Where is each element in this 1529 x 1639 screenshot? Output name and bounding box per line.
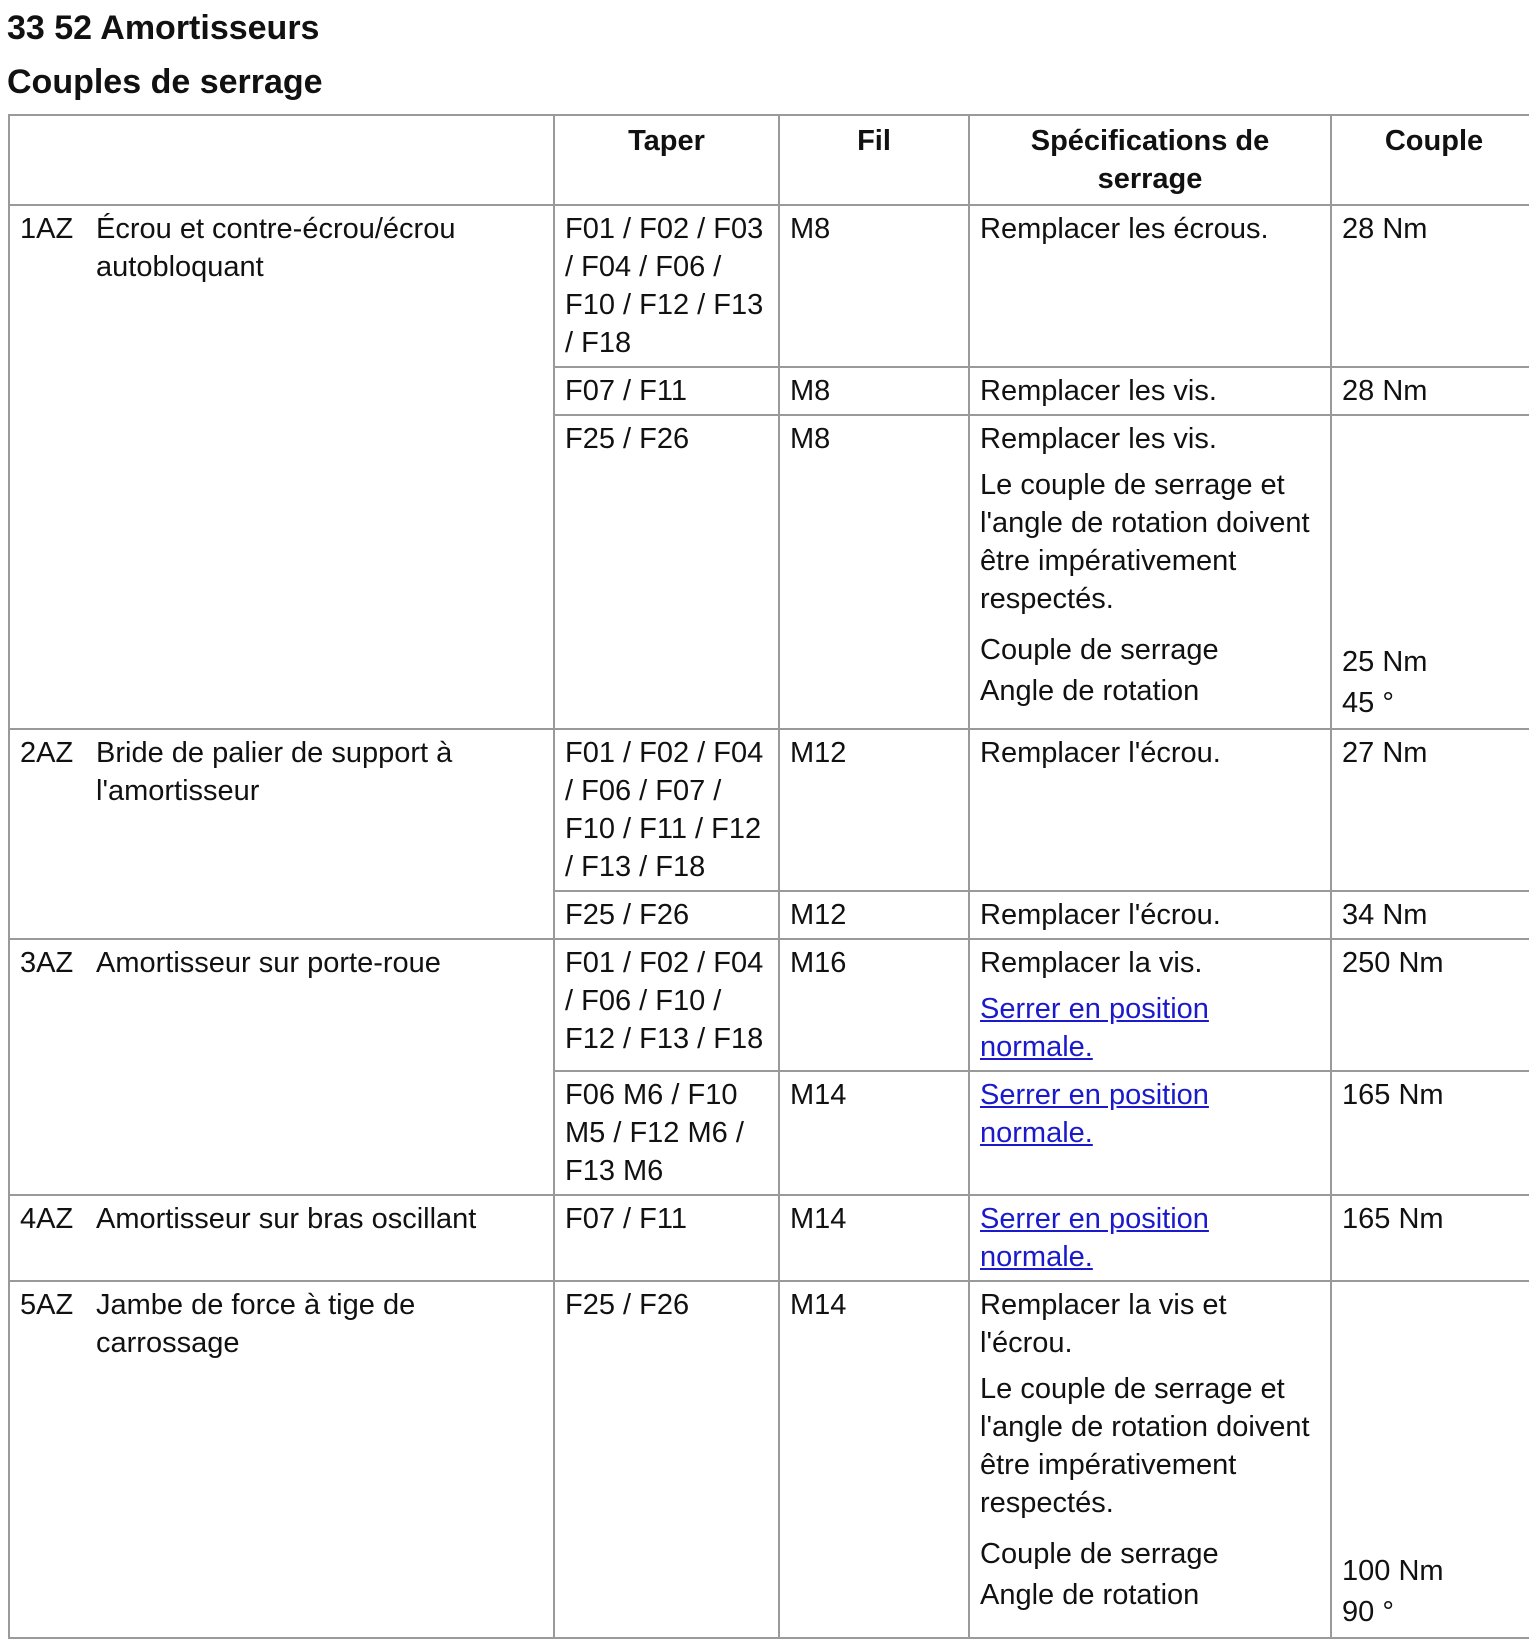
header-type: Taper (554, 115, 779, 205)
item-code: 1AZ (20, 213, 74, 245)
torque-cell: 28 Nm (1331, 367, 1529, 415)
torque-pair (1342, 1551, 1526, 1633)
table-row (9, 729, 1529, 891)
spec-pair (980, 1534, 1320, 1616)
spec-cell (969, 415, 1331, 729)
type-cell: F25 / F26 (554, 415, 779, 729)
spec-pair (980, 630, 1320, 712)
item-cell-3az (9, 939, 554, 1195)
item-code: 2AZ (20, 737, 74, 769)
torque-cell (1331, 415, 1529, 729)
spec-text: Remplacer les vis. (980, 423, 1217, 455)
pair-value-angle: 90 ° (1342, 1596, 1394, 1628)
pair-label-torque: Couple de serrage (980, 1538, 1219, 1570)
page-subtitle: Couples de serrage (7, 63, 323, 101)
header-torque: Couple (1331, 115, 1529, 205)
item-label: Amortisseur sur bras oscillant (96, 1203, 477, 1235)
item-cell-2az (9, 729, 554, 939)
item-label: Jambe de force à tige de carrossage (96, 1289, 416, 1359)
spec-cell (969, 1071, 1331, 1195)
spec-cell: Remplacer l'écrou. (969, 891, 1331, 939)
pair-value-torque: 100 Nm (1342, 1555, 1444, 1587)
tighten-normal-position-link[interactable]: Serrer en position normale. (980, 993, 1209, 1063)
torque-cell: 250 Nm (1331, 939, 1529, 1071)
table-row (9, 1281, 1529, 1638)
thread-cell: M8 (779, 205, 969, 367)
spec-note: Le couple de serrage et l'angle de rotation doivent être impérativement respectés. (980, 469, 1310, 615)
table-row (9, 939, 1529, 1071)
spec-text: Remplacer la vis. (980, 947, 1203, 979)
thread-cell: M14 (779, 1281, 969, 1638)
spec-cell: Remplacer l'écrou. (969, 729, 1331, 891)
header-spec: Spécifications de serrage (969, 115, 1331, 205)
spec-text: Remplacer la vis et l'écrou. (980, 1289, 1227, 1359)
type-cell: F01 / F02 / F03 / F04 / F06 / F10 / F12 / F13 / F18 (554, 205, 779, 367)
thread-cell: M14 (779, 1195, 969, 1281)
item-cell-1az (9, 205, 554, 729)
torque-cell: 165 Nm (1331, 1071, 1529, 1195)
item-code: 4AZ (20, 1203, 74, 1235)
thread-cell: M8 (779, 415, 969, 729)
item-label: Bride de palier de support à l'amortisseur (96, 737, 453, 807)
spec-note: Le couple de serrage et l'angle de rotation doivent être impérativement respectés. (980, 1373, 1310, 1519)
spec-cell (969, 939, 1331, 1071)
item-cell-4az (9, 1195, 554, 1281)
spec-cell (969, 1281, 1331, 1638)
item-label: Amortisseur sur porte-roue (96, 947, 441, 979)
spec-cell: Remplacer les écrous. (969, 205, 1331, 367)
header-thread: Fil (779, 115, 969, 205)
pair-label-torque: Couple de serrage (980, 634, 1219, 666)
pair-label-angle: Angle de rotation (980, 1579, 1200, 1611)
torque-pair (1342, 642, 1526, 724)
torque-cell (1331, 1281, 1529, 1638)
type-cell: F07 / F11 (554, 367, 779, 415)
table-header-row (9, 115, 1529, 205)
page-title: 33 52 Amortisseurs (7, 9, 320, 47)
thread-cell: M14 (779, 1071, 969, 1195)
torque-cell: 165 Nm (1331, 1195, 1529, 1281)
spec-cell (969, 1195, 1331, 1281)
torque-cell: 27 Nm (1331, 729, 1529, 891)
thread-cell: M12 (779, 891, 969, 939)
pair-value-angle: 45 ° (1342, 687, 1394, 719)
type-cell: F07 / F11 (554, 1195, 779, 1281)
spec-cell: Remplacer les vis. (969, 367, 1331, 415)
thread-cell: M8 (779, 367, 969, 415)
thread-cell: M12 (779, 729, 969, 891)
torque-table (8, 114, 1529, 1639)
torque-cell: 34 Nm (1331, 891, 1529, 939)
tighten-normal-position-link[interactable]: Serrer en position normale. (980, 1079, 1209, 1149)
torque-cell: 28 Nm (1331, 205, 1529, 367)
pair-label-angle: Angle de rotation (980, 675, 1200, 707)
tighten-normal-position-link[interactable]: Serrer en position normale. (980, 1203, 1209, 1273)
item-code: 5AZ (20, 1289, 74, 1321)
type-cell: F01 / F02 / F04 / F06 / F10 / F12 / F13 / F18 (554, 939, 779, 1071)
header-item (9, 115, 554, 205)
type-cell: F25 / F26 (554, 891, 779, 939)
item-code: 3AZ (20, 947, 74, 979)
pair-value-torque: 25 Nm (1342, 646, 1428, 678)
item-cell-5az (9, 1281, 554, 1638)
type-cell: F01 / F02 / F04 / F06 / F07 / F10 / F11 / F12 / F13 / F18 (554, 729, 779, 891)
item-label: Écrou et contre-écrou/écrou autobloquant (96, 213, 456, 283)
table-row (9, 205, 1529, 367)
type-cell: F25 / F26 (554, 1281, 779, 1638)
type-cell: F06 M6 / F10 M5 / F12 M6 / F13 M6 (554, 1071, 779, 1195)
thread-cell: M16 (779, 939, 969, 1071)
table-row (9, 1195, 1529, 1281)
